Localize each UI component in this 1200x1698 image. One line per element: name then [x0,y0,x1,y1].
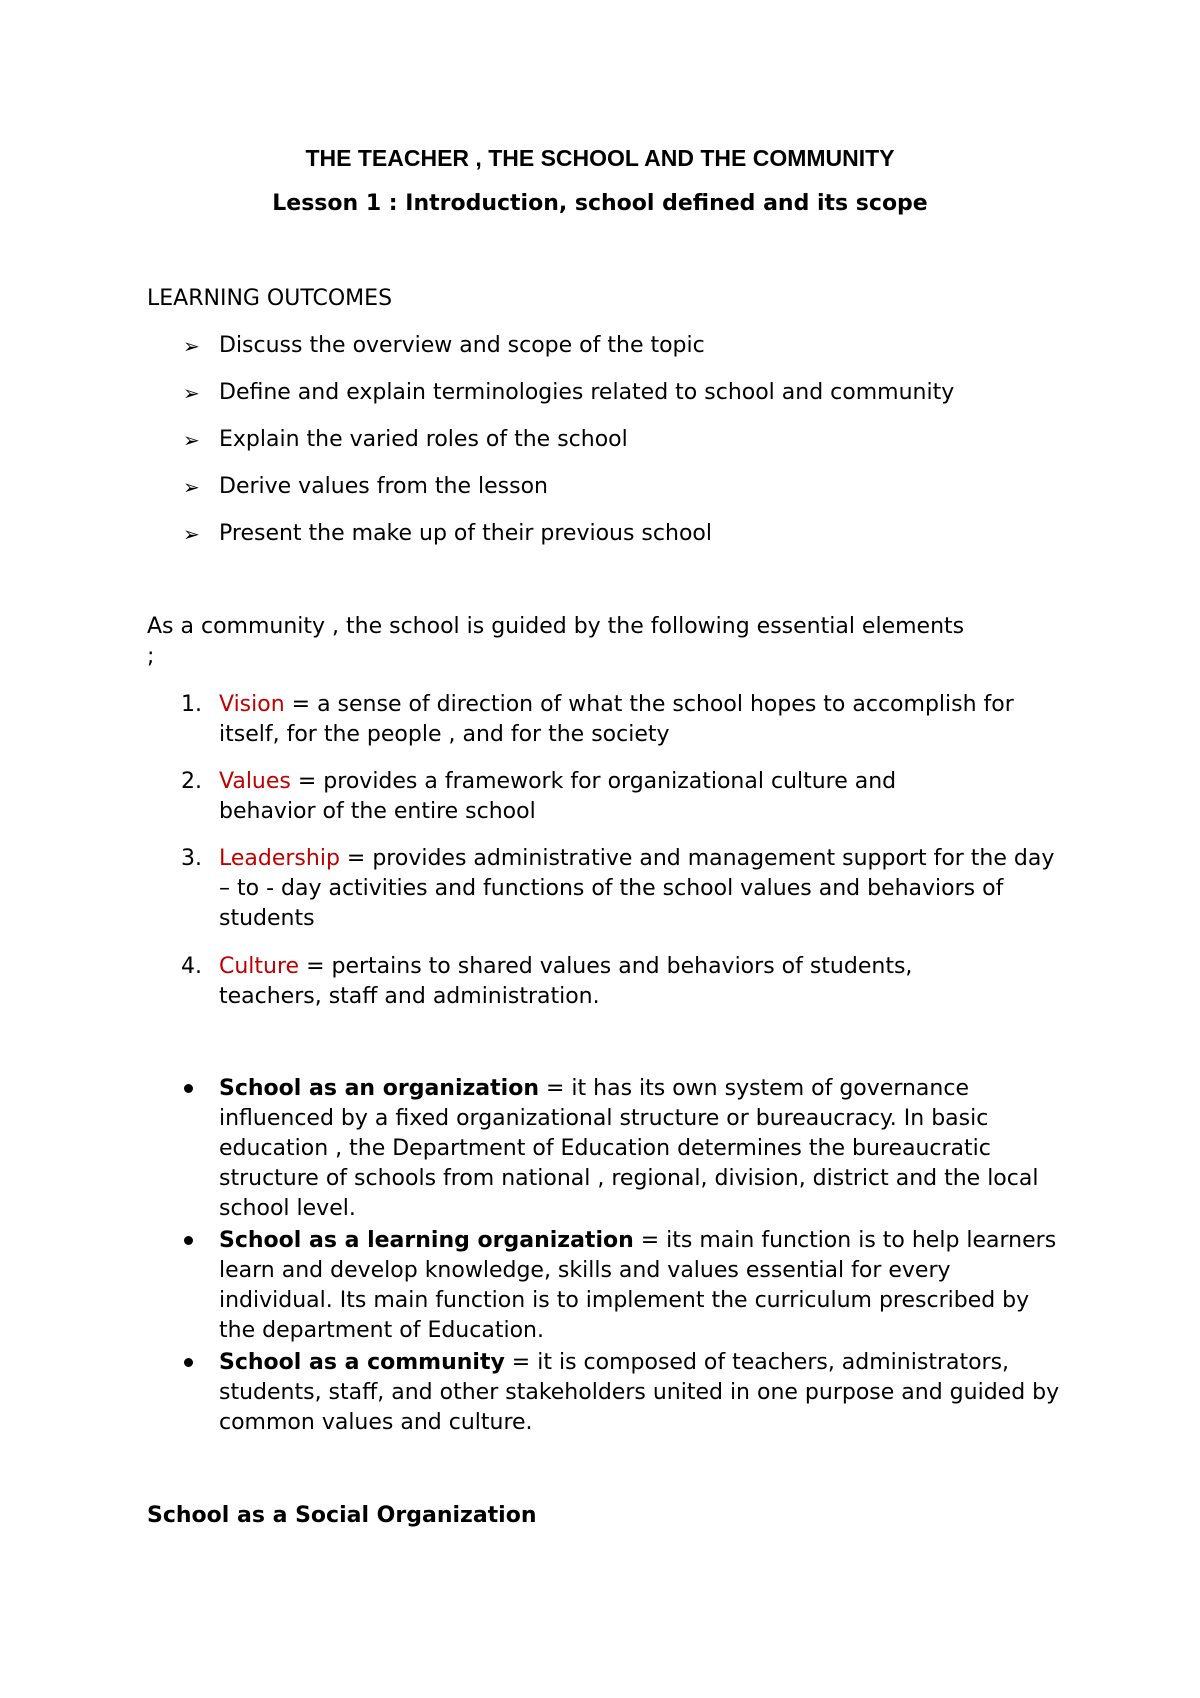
role-term: School as an organization [219,1076,539,1101]
element-term: Values [219,769,291,794]
page-title: THE TEACHER , THE SCHOOL AND THE COMMUNITY [305,145,895,171]
element-term: Leadership [219,846,340,871]
element-entry [219,952,1019,1012]
bullet-dot-icon [184,1084,193,1093]
section-heading: School as a Social Organization [147,1503,537,1528]
bullet-dot-icon [184,1358,193,1367]
element-definition: = provides administrative and management support for the day – to - day activities and functions of the school values and behaviors of students [219,846,1055,931]
role-definition: = its main function is to help learners learn and develop knowledge, skills and values essential for every individual. Its main function is to implement the curriculum prescribed by the department of Education. [219,1228,1057,1343]
outcome-text: Explain the varied roles of the school [219,427,628,452]
arrow-bullet-icon: ➢ [183,522,200,546]
arrow-bullet-icon: ➢ [183,475,200,499]
list-number: 2. [181,769,202,794]
element-term: Vision [219,692,285,717]
element-definition: = provides a framework for organizational culture and behavior of the entire school [219,769,897,824]
outcome-text: Derive values from the lesson [219,474,548,499]
page-subtitle: Lesson 1 : Introduction, school defined and its scope [272,191,928,216]
element-term: Culture [219,954,300,979]
learning-outcomes-heading: LEARNING OUTCOMES [147,286,393,311]
element-definition: = a sense of direction of what the school hopes to accomplish for itself, for the people , and for the society [219,692,1014,747]
elements-intro: As a community , the school is guided by the following essential elements ; [147,614,965,669]
element-entry [219,844,1059,934]
arrow-bullet-icon: ➢ [183,381,200,405]
element-entry [219,767,999,827]
outcome-text: Present the make up of their previous school [219,521,712,546]
role-entry [219,1074,1069,1224]
element-entry [219,690,1069,750]
list-number: 3. [181,846,202,871]
outcome-text: Discuss the overview and scope of the topic [219,333,705,358]
arrow-bullet-icon: ➢ [183,428,200,452]
role-entry [219,1348,1069,1438]
list-number: 1. [181,692,202,717]
role-definition: = it is composed of teachers, administrators, students, staff, and other stakeholders united in one purpose and guided by common values and culture. [219,1350,1060,1435]
arrow-bullet-icon: ➢ [183,334,200,358]
role-entry [219,1226,1069,1346]
role-term: School as a community [219,1350,505,1375]
role-term: School as a learning organization [219,1228,634,1253]
bullet-dot-icon [184,1236,193,1245]
outcome-text: Define and explain terminologies related to school and community [219,380,955,405]
role-definition: = it has its own system of governance influenced by a fixed organizational structure or bureaucracy. In basic education , the Department of Education determines the bureaucratic structure of schools from national , regional, division, district and the local school level. [219,1076,1039,1221]
element-definition: = pertains to shared values and behaviors of students, teachers, staff and administration. [219,954,913,1009]
list-number: 4. [181,954,202,979]
